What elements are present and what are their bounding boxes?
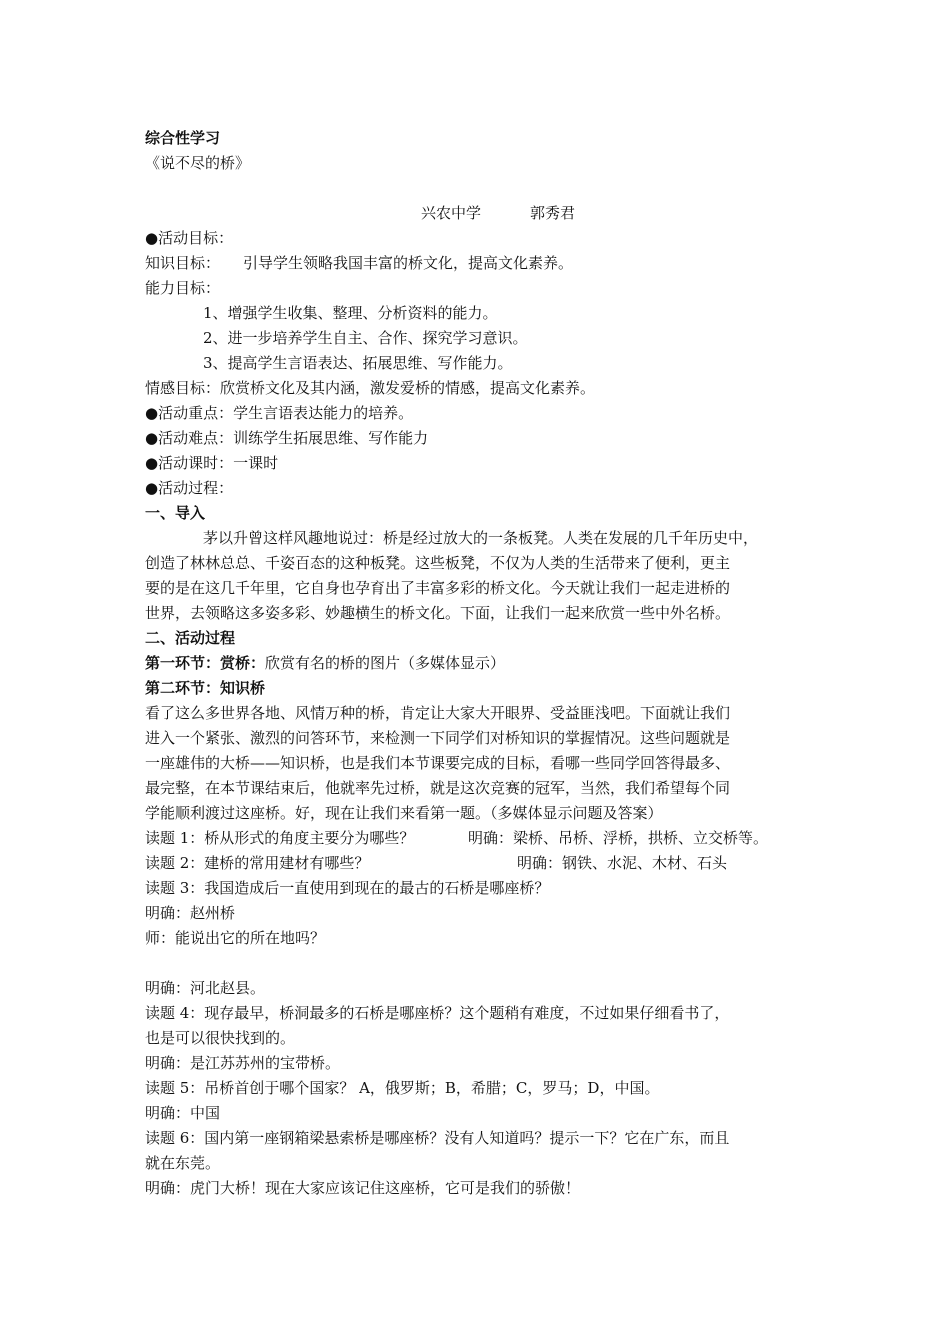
knowledge-text: 引导学生领略我国丰富的桥文化，提高文化素养。 bbox=[243, 254, 574, 272]
step1-text: 欣赏有名的桥的图片（多媒体显示） bbox=[265, 654, 506, 672]
answer-4: 明确：是江苏苏州的宝带桥。 bbox=[145, 1054, 341, 1072]
step2-label: 第二环节：知识桥 bbox=[145, 679, 266, 697]
school-name: 兴农中学 bbox=[421, 204, 482, 222]
question-3: 读题 3：我国造成后一直使用到现在的最古的石桥是哪座桥？ bbox=[145, 879, 550, 897]
knowledge-label: 知识目标： bbox=[145, 254, 221, 272]
question-6-line: 读题 6：国内第一座钢箱梁悬索桥是哪座桥？没有人知道吗？提示一下？它在广东，而且 bbox=[145, 1129, 730, 1147]
activity-process: ●活动过程： bbox=[145, 479, 234, 497]
author-name: 郭秀君 bbox=[530, 204, 576, 222]
answer-3: 明确：赵州桥 bbox=[145, 904, 236, 922]
ability-label: 能力目标： bbox=[145, 279, 221, 297]
answer-6: 明确：虎门大桥！现在大家应该记住这座桥，它可是我们的骄傲！ bbox=[145, 1179, 581, 1197]
step1-line bbox=[145, 653, 505, 673]
question-1: 读题 1：桥从形式的角度主要分为哪些？ bbox=[145, 829, 415, 847]
step2-paragraph-line: 看了这么多世界各地、风情万种的桥，肯定让大家大开眼界、受益匪浅吧。下面就让我们 bbox=[145, 704, 731, 722]
step2-paragraph-line: 一座雄伟的大桥——知识桥，也是我们本节课要完成的目标，看哪一些同学回答得最多、 bbox=[145, 754, 731, 772]
activity-hours: ●活动课时：一课时 bbox=[145, 454, 279, 472]
answer-5: 明确：中国 bbox=[145, 1104, 221, 1122]
answer-3b: 明确：河北赵县。 bbox=[145, 979, 266, 997]
emotion-goal: 情感目标：欣赏桥文化及其内涵，激发爱桥的情感，提高文化素养。 bbox=[145, 379, 596, 397]
ability-item: 2、进一步培养学生自主、合作、探究学习意识。 bbox=[203, 329, 528, 347]
step2-paragraph-line: 最完整，在本节课结束后，他就率先过桥，就是这次竞赛的冠军，当然，我们希望每个同 bbox=[145, 779, 731, 797]
answer-2: 明确：钢铁、水泥、木材、石头 bbox=[517, 854, 728, 872]
activity-difficulty: ●活动难点：训练学生拓展思维、写作能力 bbox=[145, 429, 429, 447]
ability-item: 3、提高学生言语表达、拓展思维、写作能力。 bbox=[203, 354, 513, 372]
intro-paragraph-line: 茅以升曾这样风趣地说过：桥是经过放大的一条板凳。人类在发展的几千年历史中， bbox=[203, 529, 759, 547]
activity-focus: ●活动重点：学生言语表达能力的培养。 bbox=[145, 404, 414, 422]
step1-label: 第一环节：赏桥： bbox=[145, 654, 266, 672]
step2-paragraph-line: 学能顺利渡过这座桥。好，现在让我们来看第一题。（多媒体显示问题及答案） bbox=[145, 804, 663, 822]
question-4-line: 也是可以很快找到的。 bbox=[145, 1029, 296, 1047]
intro-paragraph-line: 创造了林林总总、千姿百态的这种板凳。这些板凳，不仅为人类的生活带来了便利，更主 bbox=[145, 554, 731, 572]
subtitle: 《说不尽的桥》 bbox=[145, 154, 251, 172]
section-process-title: 二、活动过程 bbox=[145, 629, 236, 647]
teacher-question: 师：能说出它的所在地吗？ bbox=[145, 929, 326, 947]
question-6-line: 就在东莞。 bbox=[145, 1154, 221, 1172]
question-5: 读题 5：吊桥首创于哪个国家？ A，俄罗斯；B，希腊；C，罗马；D，中国。 bbox=[145, 1079, 660, 1097]
section-intro-title: 一、导入 bbox=[145, 504, 206, 522]
ability-item: 1、增强学生收集、整理、分析资料的能力。 bbox=[203, 304, 498, 322]
intro-paragraph-line: 要的是在这几千年里，它自身也孕育出了丰富多彩的桥文化。今天就让我们一起走进桥的 bbox=[145, 579, 731, 597]
objectives-heading: ●活动目标： bbox=[145, 229, 234, 247]
answer-1: 明确：梁桥、吊桥、浮桥，拱桥、立交桥等。 bbox=[468, 829, 769, 847]
intro-paragraph-line: 世界，去领略这多姿多彩、妙趣横生的桥文化。下面，让我们一起来欣赏一些中外名桥。 bbox=[145, 604, 731, 622]
question-2: 读题 2：建桥的常用建材有哪些？ bbox=[145, 854, 370, 872]
step2-paragraph-line: 进入一个紧张、激烈的问答环节，来检测一下同学们对桥知识的掌握情况。这些问题就是 bbox=[145, 729, 731, 747]
header-title: 综合性学习 bbox=[145, 129, 221, 147]
question-4-line: 读题 4：现存最早，桥洞最多的石桥是哪座桥？这个题稍有难度，不过如果仔细看书了， bbox=[145, 1004, 730, 1022]
